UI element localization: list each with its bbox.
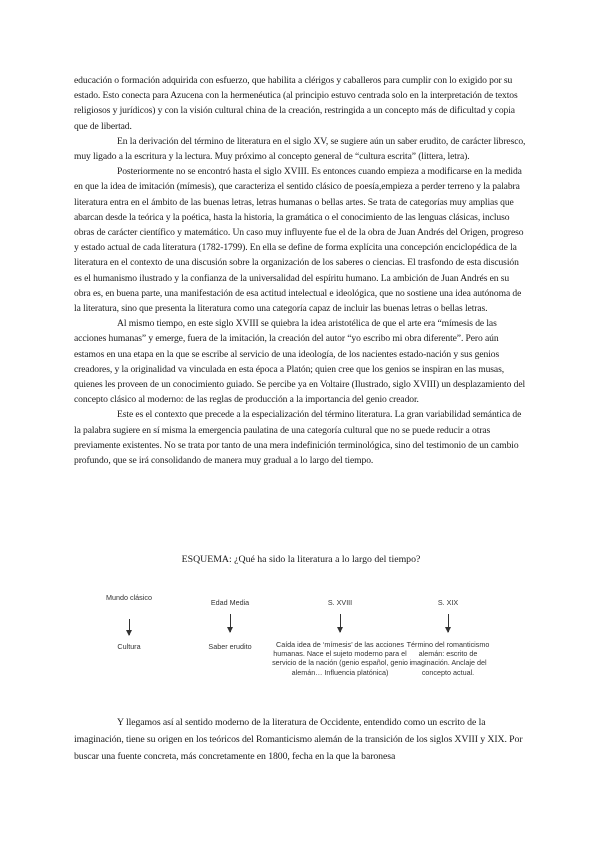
column-content-middle-ages: Saber erudito bbox=[208, 642, 252, 651]
column-title-18th-century: S. XVIII bbox=[327, 598, 353, 607]
paragraph-1: educación o formación adquirida con esfuerzo, que habilita a clérigos y caballeros para cumplir con lo exigido por su estado. Esto conecta para Azucena con la hermenéutica (al principio estuvo centrada solo en la interpretación de textos religiosos y jurídicos) y con la visión cultural china de la creación, restringida a un concepto más de dificultad y copia que de libertad. bbox=[74, 75, 518, 132]
column-title-19th-century: S. XIX bbox=[437, 598, 459, 607]
column-content-18th-century: Caída idea de ‘mímesis’ de las acciones humanas. Nace el sujeto moderno para el servicio de la nación (genio español, genio alemán… Influencia platónica) bbox=[272, 640, 408, 677]
schema-heading: ESQUEMA: ¿Qué ha sido la literatura a lo largo del tiempo? bbox=[181, 554, 421, 565]
column-content-classical: Cultura bbox=[117, 642, 141, 651]
paragraph-4: Al mismo tiempo, en este siglo XVIII se quiebra la idea aristotélica de que el arte era “mímesis de las acciones humanas” y emerge, fuera de la imitación, la creación del autor “yo escribo mi obra diferente”. Pero aún estamos en una etapa en la que se escribe al servicio de una ideología, de los nacientes estado-nación y sus genios creadores, y la originalidad va vinculada en esta época a Platón; quien cree que los genios se inspiran en las musas, quienes les proveen de un conocimiento guiado. Se percibe ya en Voltaire (Ilustrado, siglo XVIII) un desplazamiento del concepto clásico al moderno: de las reglas de producción a la importancia del genio creador. bbox=[74, 318, 526, 406]
closing-text bbox=[74, 714, 528, 765]
paragraph-3: Posteriormente no se encontró hasta el siglo XVIII. Es entonces cuando empieza a modificarse en la medida en que la idea de imitación (mímesis), que caracteriza el sentido clásico de poesía,empieza a perder terreno y la palabra literatura entra en el ámbito de las buenas letras, letras humanas o bellas artes. Se trata de categorías muy amplias que abarcan desde la teórica y la poética, hasta la historia, la gramática o el conocimiento de las lenguas clásicas, incluso obras de carácter científico y matemático. Un caso muy influyente fue el de la obra de Juan Andrés del Origen, progreso y estado actual de cada literatura (1782-1799). En ella se define de forma explícita una concepción enciclopédica de la literatura en el contexto de una discusión sobre la organización de los saberes o ciencias. El trasfondo de esta discusión es el humanismo ilustrado y la confianza de la universalidad del espíritu humano. La ambición de Juan Andrés en su obra es, en buena parte, una manifestación de esa actitud intelectual e ideológica, que no sostiene una idea autónoma de la literatura, sino que presenta la literatura como una categoría capaz de incluir las buenas letras o bellas letras. bbox=[74, 166, 524, 315]
down-arrow-icon bbox=[230, 614, 231, 632]
down-arrow-icon bbox=[340, 614, 341, 632]
column-title-classical: Mundo clásico bbox=[106, 593, 152, 602]
down-arrow-icon bbox=[448, 614, 449, 632]
paragraph-2: En la derivación del término de literatura en el siglo XV, se sugiere aún un saber erudito, de carácter libresco, muy ligado a la escritura y la lectura. Muy próximo al concepto general de “cultura escrita” (littera, letra). bbox=[74, 135, 526, 163]
column-title-middle-ages: Edad Media bbox=[210, 598, 250, 607]
down-arrow-icon bbox=[129, 619, 130, 635]
paragraph-6: Y llegamos así al sentido moderno de la literatura de Occidente, entendido como un escrito de la imaginación, tiene su origen en los teóricos del Romanticismo alemán de la transición de los siglos XVIII y XIX. Por buscar una fuente concreta, más concretamente en 1800, fecha en la que la baronesa bbox=[74, 717, 523, 762]
body-text bbox=[74, 73, 528, 468]
column-content-19th-century: Término del romanticismo alemán: escrito de imaginación. Anclaje del concepto actual. bbox=[406, 640, 490, 677]
paragraph-5: Este es el contexto que precede a la especialización del término literatura. La gran variabilidad semántica de la palabra sugiere en sí misma la emergencia paulatina de una categoría cultural que no se puede reducir a otras previamente existentes. No se trata por tanto de una mera indefinición terminológica, sino del testimonio de un cambio profundo, que se irá consolidando de manera muy gradual a lo largo del tiempo. bbox=[74, 409, 522, 467]
